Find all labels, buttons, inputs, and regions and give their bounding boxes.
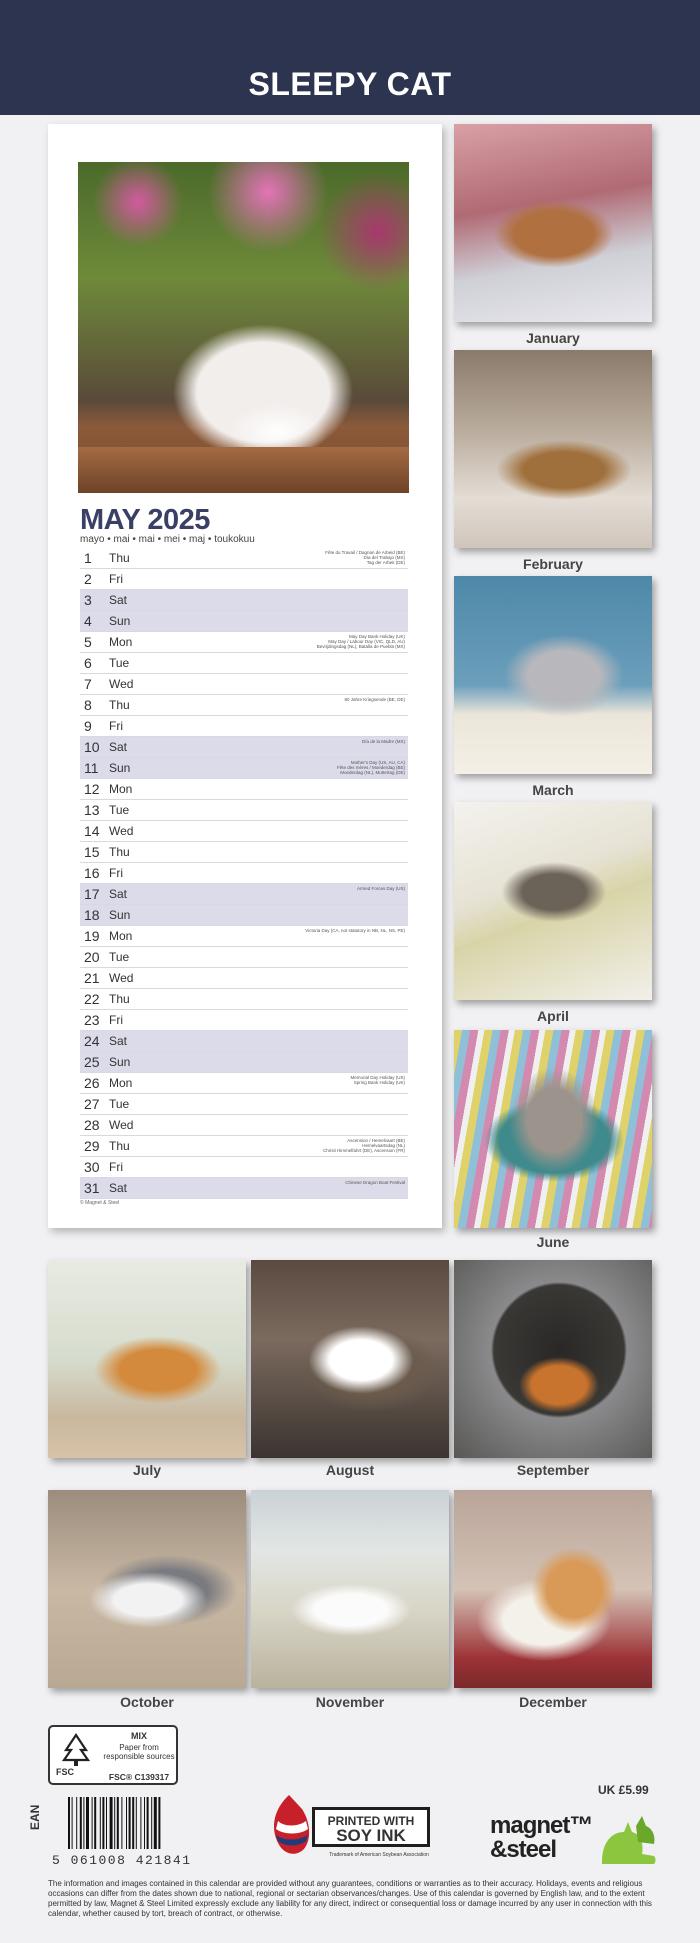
weekday: Wed bbox=[109, 1118, 134, 1132]
day-row bbox=[80, 611, 408, 632]
day-row bbox=[80, 1094, 408, 1115]
weekday: Wed bbox=[109, 971, 134, 985]
weekday: Sat bbox=[109, 887, 128, 901]
day-row bbox=[80, 842, 408, 863]
month-label-august: August bbox=[325, 1462, 375, 1478]
day-number: 31 bbox=[84, 1180, 100, 1196]
soy-line2: SOY INK bbox=[336, 1826, 406, 1845]
weekday: Mon bbox=[109, 929, 133, 943]
barcode-bar bbox=[68, 1797, 70, 1849]
barcode-bar bbox=[72, 1797, 73, 1849]
weekday: Thu bbox=[109, 698, 130, 712]
weekday: Thu bbox=[109, 551, 130, 565]
barcode-bar bbox=[94, 1797, 96, 1849]
day-row bbox=[80, 926, 408, 947]
cat-dog-logo-icon bbox=[598, 1812, 660, 1868]
weekday: Sun bbox=[109, 908, 131, 922]
day-number: 19 bbox=[84, 928, 100, 944]
fsc-mix: MIX bbox=[130, 1731, 147, 1741]
day-number: 29 bbox=[84, 1138, 100, 1154]
day-row bbox=[80, 884, 408, 905]
day-row bbox=[80, 905, 408, 926]
weekday: Fri bbox=[109, 719, 123, 733]
day-number: 2 bbox=[84, 571, 92, 587]
day-row bbox=[80, 548, 408, 569]
holiday-note: Memorial Day Holiday (US) Spring Bank Holiday (UK) bbox=[350, 1075, 405, 1086]
barcode-bar bbox=[106, 1797, 107, 1849]
february-photo bbox=[454, 350, 652, 548]
day-number: 15 bbox=[84, 844, 100, 860]
day-row bbox=[80, 1136, 408, 1157]
day-row bbox=[80, 632, 408, 653]
day-number: 11 bbox=[84, 760, 99, 776]
weekday: Sat bbox=[109, 593, 128, 607]
barcode-bar bbox=[76, 1797, 77, 1849]
ean-label: EAN bbox=[28, 1804, 42, 1830]
barcode-bar bbox=[151, 1797, 152, 1849]
march-photo bbox=[454, 576, 652, 774]
day-number: 6 bbox=[84, 655, 92, 671]
day-number: 22 bbox=[84, 991, 100, 1007]
barcode-bar bbox=[144, 1797, 145, 1849]
day-row bbox=[80, 779, 408, 800]
day-number: 18 bbox=[84, 907, 100, 923]
holiday-note: Chinese Dragon Boat Festival bbox=[345, 1180, 405, 1185]
day-number: 14 bbox=[84, 823, 100, 839]
weekday: Wed bbox=[109, 824, 134, 838]
august-photo bbox=[251, 1260, 449, 1458]
barcode-bar bbox=[117, 1797, 119, 1849]
barcode-bar bbox=[132, 1797, 134, 1849]
barcode-bar bbox=[129, 1797, 131, 1849]
month-heading: MAY 2025 bbox=[80, 504, 210, 536]
brand-line2: &steel bbox=[490, 1836, 557, 1863]
magnet-steel-logo bbox=[490, 1812, 660, 1872]
weekday: Sun bbox=[109, 761, 131, 775]
holiday-note: Victoria Day (CA, not statutory in NB, NL, NS, PE) bbox=[305, 928, 405, 933]
day-row bbox=[80, 737, 408, 758]
day-number: 30 bbox=[84, 1159, 100, 1175]
day-number: 21 bbox=[84, 970, 100, 986]
month-label-july: July bbox=[132, 1462, 161, 1478]
soy-flag-icon bbox=[264, 1791, 314, 1863]
day-number: 12 bbox=[84, 781, 100, 797]
day-number: 7 bbox=[84, 676, 92, 692]
holiday-note: Armed Forces Day (US) bbox=[356, 886, 405, 891]
weekday: Thu bbox=[109, 1139, 130, 1153]
april-photo bbox=[454, 802, 652, 1000]
weekday: Mon bbox=[109, 1076, 133, 1090]
weekday: Thu bbox=[109, 845, 130, 859]
barcode-bar bbox=[154, 1797, 157, 1849]
barcode-bar bbox=[136, 1797, 137, 1849]
soy-trademark: Trademark of American Soybean Association bbox=[329, 1852, 429, 1858]
day-row bbox=[80, 716, 408, 737]
day-number: 26 bbox=[84, 1075, 100, 1091]
day-number: 20 bbox=[84, 949, 100, 965]
october-photo bbox=[48, 1490, 246, 1688]
disclaimer: The information and images contained in this calendar are provided without any guarantees, conditions or warranties as to their accuracy. Holidays, events and religious occasions can differ from the dates shown due to national, regional or sectarian observances/changes. Use of this calendar is governed by English law, and to the extent permitted by law, Magnet & Steel Limited expressly exclude any liability for any direct, indirect or consequential loss or damage incurred by any user in connection with this calendar, whether caused by tort, breach of contract, or otherwise. bbox=[48, 1879, 652, 1918]
day-row bbox=[80, 863, 408, 884]
weekday: Mon bbox=[109, 782, 133, 796]
price: UK £5.99 bbox=[598, 1783, 649, 1797]
weekday: Sun bbox=[109, 614, 131, 628]
day-row bbox=[80, 968, 408, 989]
header-banner bbox=[0, 0, 700, 115]
day-row bbox=[80, 1157, 408, 1178]
barcode-bar bbox=[147, 1797, 149, 1849]
november-photo bbox=[251, 1490, 449, 1688]
day-list bbox=[80, 548, 408, 1199]
barcode-bar bbox=[110, 1797, 113, 1849]
barcode-bar bbox=[92, 1797, 93, 1849]
barcode-bar bbox=[126, 1797, 127, 1849]
day-number: 10 bbox=[84, 739, 100, 755]
weekday: Wed bbox=[109, 677, 134, 691]
fsc-code: FSC® C139317 bbox=[108, 1772, 170, 1782]
day-row bbox=[80, 989, 408, 1010]
holiday-note: Día de la Madre (MX) bbox=[361, 739, 405, 744]
day-row bbox=[80, 758, 408, 779]
holiday-note: Mother's Day (US, AU, CA) Fête des mères / Moederdag (BE) Moederdag (NL), Muttertag (DE) bbox=[336, 760, 405, 776]
barcode-bar bbox=[140, 1797, 141, 1849]
may-calendar-page bbox=[48, 124, 442, 1228]
day-row bbox=[80, 800, 408, 821]
day-number: 25 bbox=[84, 1054, 100, 1070]
weekday: Fri bbox=[109, 1160, 123, 1174]
barcode-number: 5 061008 421841 bbox=[52, 1853, 192, 1868]
day-row bbox=[80, 653, 408, 674]
barcode bbox=[66, 1797, 196, 1849]
month-label-april: April bbox=[537, 1008, 569, 1024]
month-label-november: November bbox=[315, 1694, 385, 1710]
month-label-february: February bbox=[523, 556, 583, 572]
barcode-bar bbox=[158, 1797, 160, 1849]
weekday: Tue bbox=[109, 803, 130, 817]
calendar-title: SLEEPY CAT bbox=[248, 66, 452, 102]
soy-text-box bbox=[312, 1807, 430, 1847]
main-cat-photo bbox=[78, 162, 409, 493]
barcode-bar bbox=[114, 1797, 115, 1849]
day-number: 27 bbox=[84, 1096, 100, 1112]
fsc-logo-text: FSC bbox=[56, 1767, 74, 1777]
day-number: 4 bbox=[84, 613, 92, 629]
barcode-bar bbox=[100, 1797, 101, 1849]
weekday: Tue bbox=[109, 656, 130, 670]
day-row bbox=[80, 1115, 408, 1136]
june-photo bbox=[454, 1030, 652, 1228]
holiday-note: 80 Jahre Kriegsende (BE, DE) bbox=[344, 697, 405, 702]
january-photo bbox=[454, 124, 652, 322]
barcode-bar bbox=[83, 1797, 84, 1849]
day-row bbox=[80, 590, 408, 611]
day-row bbox=[80, 947, 408, 968]
barcode-bar bbox=[102, 1797, 104, 1849]
copyright: © Magnet & Steel bbox=[80, 1200, 120, 1206]
december-photo bbox=[454, 1490, 652, 1688]
day-row bbox=[80, 1052, 408, 1073]
weekday: Fri bbox=[109, 572, 123, 586]
month-label-june: June bbox=[536, 1234, 570, 1250]
month-label-january: January bbox=[526, 330, 580, 346]
day-row bbox=[80, 821, 408, 842]
day-number: 9 bbox=[84, 718, 92, 734]
holiday-note: Fête du Travail / Dagnan de Arbeid (BE) Día del Trabajo (MX) Tag der Arbeit (DE) bbox=[325, 550, 405, 566]
weekday: Fri bbox=[109, 866, 123, 880]
weekday: Thu bbox=[109, 992, 130, 1006]
weekday: Sun bbox=[109, 1055, 131, 1069]
holiday-note: May Day Bank Holiday (UK) May Day / Labour Day (VIC, QLD, AU) Bevrijdingsdag (NL), Batalla de Puebla (MX) bbox=[316, 634, 405, 650]
barcode-bar bbox=[86, 1797, 89, 1849]
day-number: 23 bbox=[84, 1012, 100, 1028]
month-label-december: December bbox=[519, 1694, 587, 1710]
soy-line1: PRINTED WITH bbox=[327, 1814, 415, 1828]
day-number: 13 bbox=[84, 802, 100, 818]
brand-line1: magnet™ bbox=[490, 1812, 593, 1839]
weekday: Sat bbox=[109, 740, 128, 754]
weekday: Fri bbox=[109, 1013, 123, 1027]
month-translations: mayo • mai • mai • mei • maj • toukokuu bbox=[80, 534, 255, 545]
day-number: 8 bbox=[84, 697, 92, 713]
day-number: 1 bbox=[84, 550, 92, 566]
fsc-paper: Paper from responsible sources bbox=[103, 1743, 175, 1761]
weekday: Tue bbox=[109, 950, 130, 964]
day-row bbox=[80, 569, 408, 590]
month-label-september: September bbox=[516, 1462, 590, 1478]
july-photo bbox=[48, 1260, 246, 1458]
barcode-bar bbox=[121, 1797, 122, 1849]
barcode-bar bbox=[80, 1797, 82, 1849]
day-row bbox=[80, 1178, 408, 1199]
month-label-march: March bbox=[532, 782, 574, 798]
day-row bbox=[80, 1031, 408, 1052]
day-number: 3 bbox=[84, 592, 92, 608]
day-number: 17 bbox=[84, 886, 100, 902]
day-number: 16 bbox=[84, 865, 100, 881]
weekday: Sat bbox=[109, 1034, 128, 1048]
day-row bbox=[80, 1010, 408, 1031]
day-row bbox=[80, 1073, 408, 1094]
weekday: Tue bbox=[109, 1097, 130, 1111]
day-row bbox=[80, 695, 408, 716]
september-photo bbox=[454, 1260, 652, 1458]
day-number: 5 bbox=[84, 634, 92, 650]
month-label-october: October bbox=[120, 1694, 174, 1710]
day-row bbox=[80, 674, 408, 695]
fsc-certification-badge bbox=[48, 1725, 178, 1785]
day-number: 24 bbox=[84, 1033, 100, 1049]
weekday: Mon bbox=[109, 635, 133, 649]
holiday-note: Ascension / Hemelvaart (BE) Hemelvaartsdag (NL) Christi Himmelfahrt (DE), Ascension (FR) bbox=[322, 1138, 405, 1154]
weekday: Sat bbox=[109, 1181, 128, 1195]
day-number: 28 bbox=[84, 1117, 100, 1133]
